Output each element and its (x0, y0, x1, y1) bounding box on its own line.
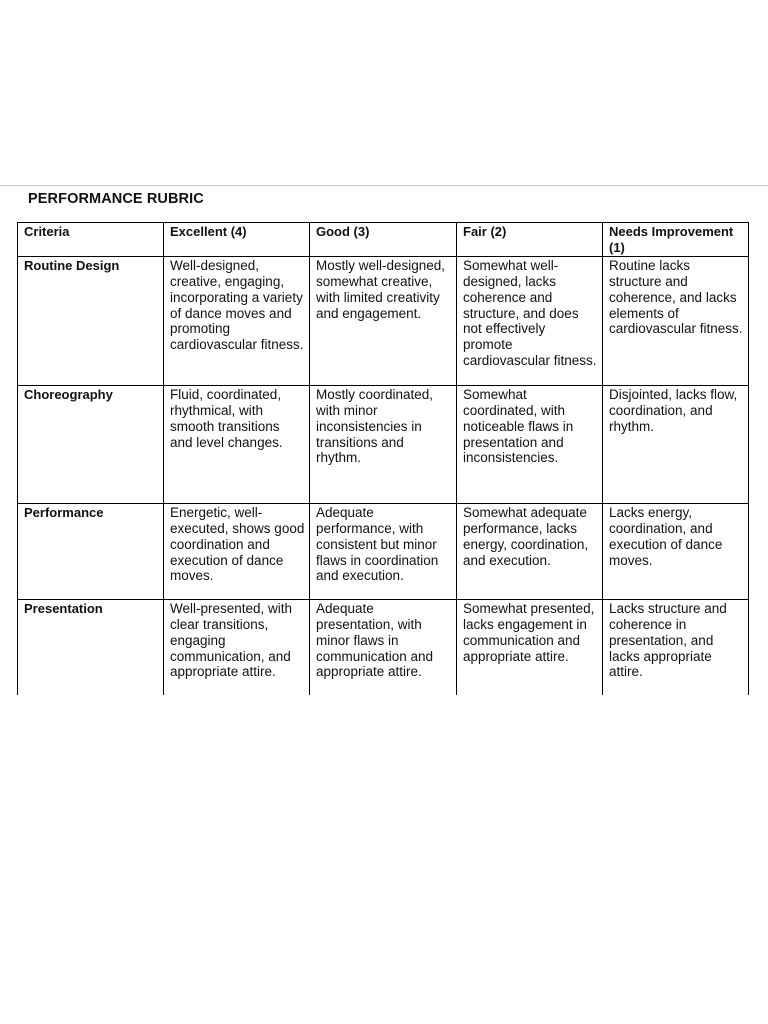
rubric-cell: Adequate performance, with consistent but minor flaws in coordination and execution. (310, 503, 457, 599)
table-header-row (18, 223, 749, 257)
table-row (18, 503, 749, 599)
header-criteria: Criteria (18, 223, 164, 257)
rubric-cell: Somewhat well-designed, lacks coherence and structure, and does not effectively promote cardiovascular fitness. (457, 256, 603, 385)
criteria-cell: Routine Design (18, 256, 164, 385)
criteria-cell: Performance (18, 503, 164, 599)
page-top-divider (0, 185, 768, 186)
table-row (18, 599, 749, 695)
rubric-cell: Energetic, well-executed, shows good coordination and execution of dance moves. (164, 503, 310, 599)
rubric-cell: Adequate presentation, with minor flaws in communication and appropriate attire. (310, 599, 457, 695)
table-row (18, 256, 749, 385)
header-needs-improvement: Needs Improvement (1) (603, 223, 749, 257)
rubric-table (17, 222, 749, 695)
header-fair: Fair (2) (457, 223, 603, 257)
header-good: Good (3) (310, 223, 457, 257)
rubric-cell: Mostly coordinated, with minor inconsistencies in transitions and rhythm. (310, 385, 457, 503)
rubric-cell: Lacks structure and coherence in presentation, and lacks appropriate attire. (603, 599, 749, 695)
rubric-cell: Routine lacks structure and coherence, and lacks elements of cardiovascular fitness. (603, 256, 749, 385)
header-excellent: Excellent (4) (164, 223, 310, 257)
rubric-cell: Fluid, coordinated, rhythmical, with smooth transitions and level changes. (164, 385, 310, 503)
criteria-cell: Presentation (18, 599, 164, 695)
rubric-cell: Well-designed, creative, engaging, incorporating a variety of dance moves and promoting cardiovascular fitness. (164, 256, 310, 385)
table-row (18, 385, 749, 503)
rubric-cell: Somewhat adequate performance, lacks energy, coordination, and execution. (457, 503, 603, 599)
criteria-cell: Choreography (18, 385, 164, 503)
rubric-cell: Well-presented, with clear transitions, engaging communication, and appropriate attire. (164, 599, 310, 695)
rubric-cell: Lacks energy, coordination, and execution of dance moves. (603, 503, 749, 599)
rubric-table-viewport (0, 222, 768, 695)
rubric-cell: Somewhat presented, lacks engagement in communication and appropriate attire. (457, 599, 603, 695)
rubric-cell: Somewhat coordinated, with noticeable flaws in presentation and inconsistencies. (457, 385, 603, 503)
document-title: PERFORMANCE RUBRIC (28, 191, 204, 207)
rubric-cell: Mostly well-designed, somewhat creative, with limited creativity and engagement. (310, 256, 457, 385)
rubric-cell: Disjointed, lacks flow, coordination, and rhythm. (603, 385, 749, 503)
